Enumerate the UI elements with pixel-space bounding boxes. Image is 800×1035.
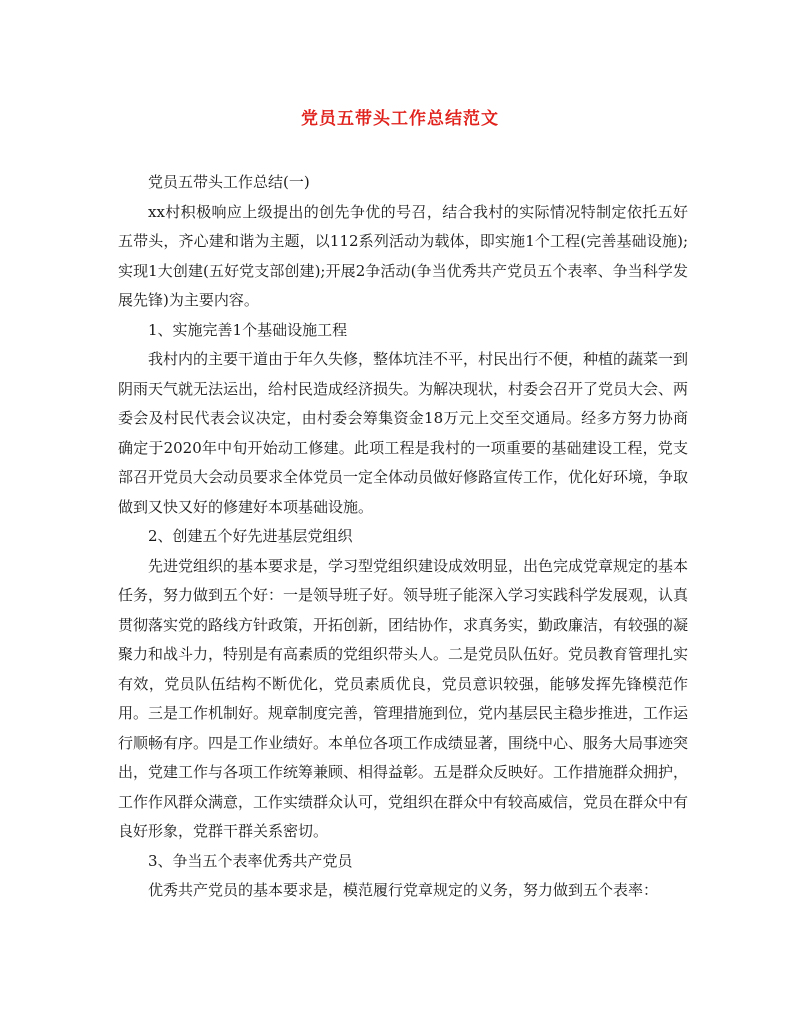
document-title: 党员五带头工作总结范文 [301,109,499,129]
paragraph: 优秀共产党员的基本要求是，模范履行党章规定的义务，努力做到五个表率： [148,881,659,899]
section-heading: 党员五带头工作总结(一) [148,173,310,191]
section-heading: 1、实施完善1个基础设施工程 [148,320,348,339]
paragraph: 我村内的主要干道由于年久失修，整体坑洼不平，村民出行不便，种植的蔬菜一到阴雨天气就无法运出，给村民造成经济损失。为解决现状，村委会召开了党员大会、两委会及村民代表会议决定，由村委会筹集资金18万元上交至交通局。经多方努力协商确定于2020年中旬开始动工修建。此项工程是我村的一项重要的基础建设工程，党支部召开党员大会动员要求全体党员一定全体动员做好修路宣传工作，优化好环境，争取做到又快又好的修建好本项基础设施。 [118,350,689,516]
paragraph: xx村积极响应上级提出的创先争优的号召，结合我村的实际情况特制定依托五好五带头，齐心建和谐为主题，以112系列活动为载体，即实施1个工程(完善基础设施);实现1大创建(五好党支部创建);开展2争活动(争当优秀共产党员五个表率、争当科学发展先锋)为主要内容。 [118,202,688,309]
paragraph: 先进党组织的基本要求是，学习型党组织建设成效明显，出色完成党章规定的基本任务，努力做到五个好：一是领导班子好。领导班子能深入学习实践科学发展观，认真贯彻落实党的路线方针政策，开拓创新，团结协作，求真务实，勤政廉洁，有较强的凝聚力和战斗力，特别是有高素质的党组织带头人。二是党员队伍好。党员教育管理扎实有效，党员队伍结构不断优化，党员素质优良，党员意识较强，能够发挥先锋模范作用。三是工作机制好。规章制度完善，管理措施到位，党内基层民主稳步推进，工作运行顺畅有序。四是工作业绩好。本单位各项工作成绩显著，围绕中心、服务大局事迹突出，党建工作与各项工作统筹兼顾、相得益彰。五是群众反映好。工作措施群众拥护，工作作风群众满意，工作实绩群众认可，党组织在群众中有较高威信，党员在群众中有良好形象，党群干群关系密切。 [118,556,689,840]
section-heading: 2、创建五个好先进基层党组织 [148,527,353,545]
section-heading: 3、争当五个表率优秀共产党员 [148,851,353,870]
document-body [118,168,688,906]
